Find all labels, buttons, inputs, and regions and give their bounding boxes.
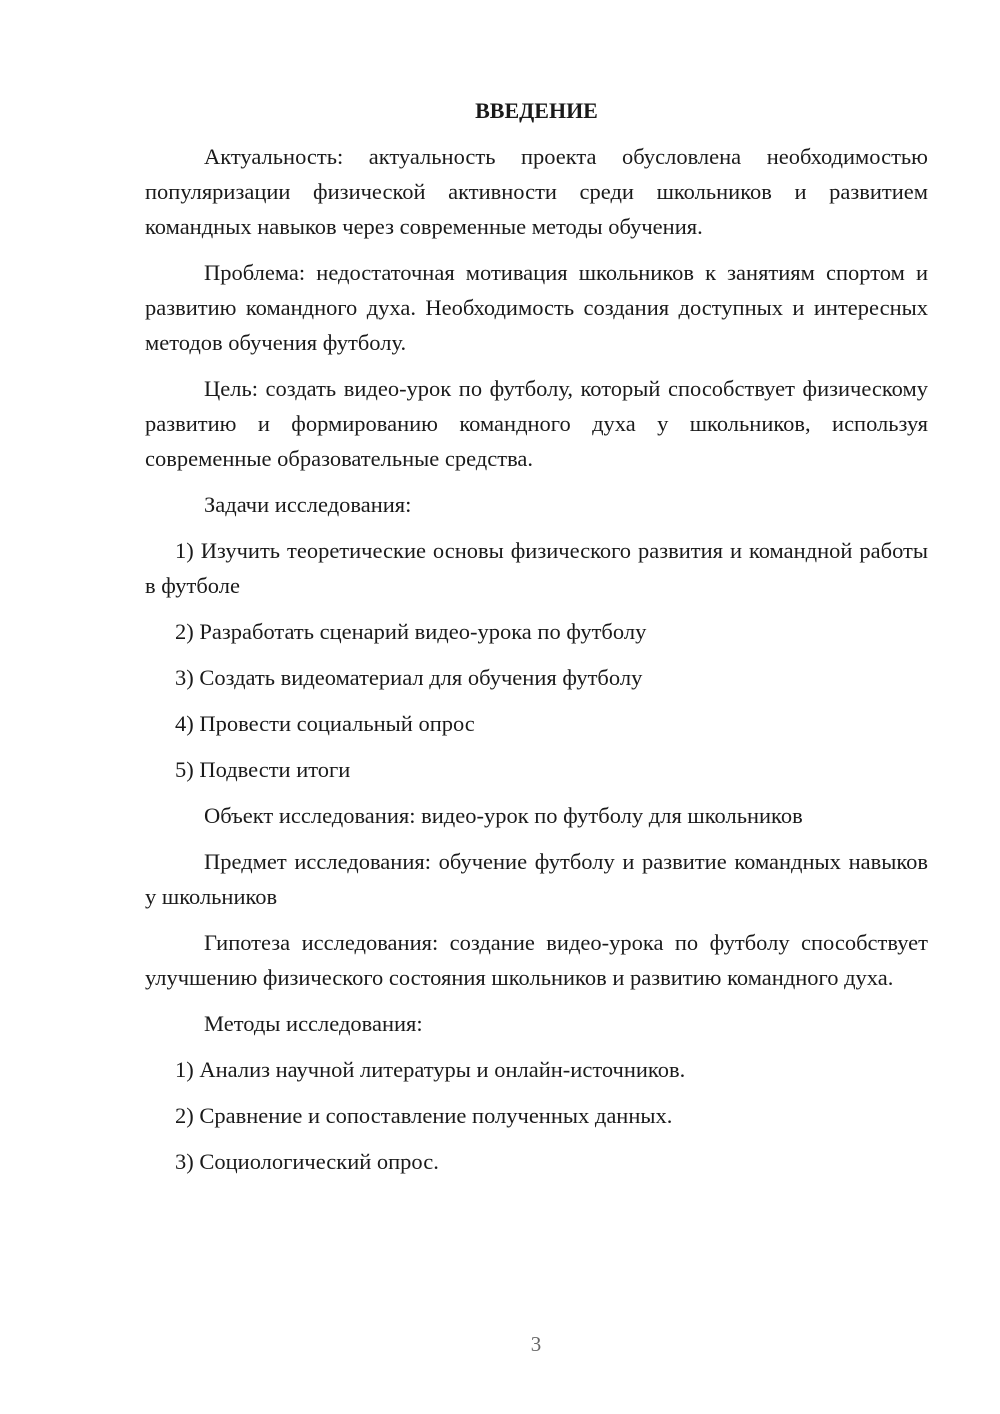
page-content bbox=[145, 96, 928, 1190]
page-title: ВВЕДЕНИЕ bbox=[475, 98, 598, 123]
page-number: 3 bbox=[530, 1332, 542, 1356]
task-item-1: 1) Изучить теоретические основы физического развития и командной работы в футболе bbox=[145, 538, 928, 598]
method-item-3: 3) Социологический опрос. bbox=[175, 1149, 439, 1174]
methods-heading: Методы исследования: bbox=[204, 1011, 423, 1036]
paragraph-goal: Цель: создать видео-урок по футболу, который способствует физическому развитию и формированию командного духа у школьников, используя современные образовательные средства. bbox=[145, 376, 928, 471]
task-item-5: 5) Подвести итоги bbox=[175, 757, 351, 782]
paragraph-subject: Предмет исследования: обучение футболу и развитие командных навыков у школьников bbox=[145, 849, 928, 909]
method-item-2: 2) Сравнение и сопоставление полученных данных. bbox=[175, 1103, 673, 1128]
task-item-4: 4) Провести социальный опрос bbox=[175, 711, 475, 736]
task-item-2: 2) Разработать сценарий видео-урока по футболу bbox=[175, 619, 647, 644]
paragraph-problem: Проблема: недостаточная мотивация школьников к занятиям спортом и развитию командного духа. Необходимость создания доступных и интересных методов обучения футболу. bbox=[145, 260, 928, 355]
tasks-heading: Задачи исследования: bbox=[204, 492, 412, 517]
paragraph-hypothesis: Гипотеза исследования: создание видео-урока по футболу способствует улучшению физического состояния школьников и развитию командного духа. bbox=[145, 930, 928, 990]
method-item-1: 1) Анализ научной литературы и онлайн-источников. bbox=[175, 1057, 686, 1082]
task-item-3: 3) Создать видеоматериал для обучения футболу bbox=[175, 665, 643, 690]
paragraph-relevance: Актуальность: актуальность проекта обусловлена необходимостью популяризации физической активности среди школьников и развитием командных навыков через современные методы обучения. bbox=[145, 144, 928, 239]
paragraph-object: Объект исследования: видео-урок по футболу для школьников bbox=[204, 803, 803, 828]
